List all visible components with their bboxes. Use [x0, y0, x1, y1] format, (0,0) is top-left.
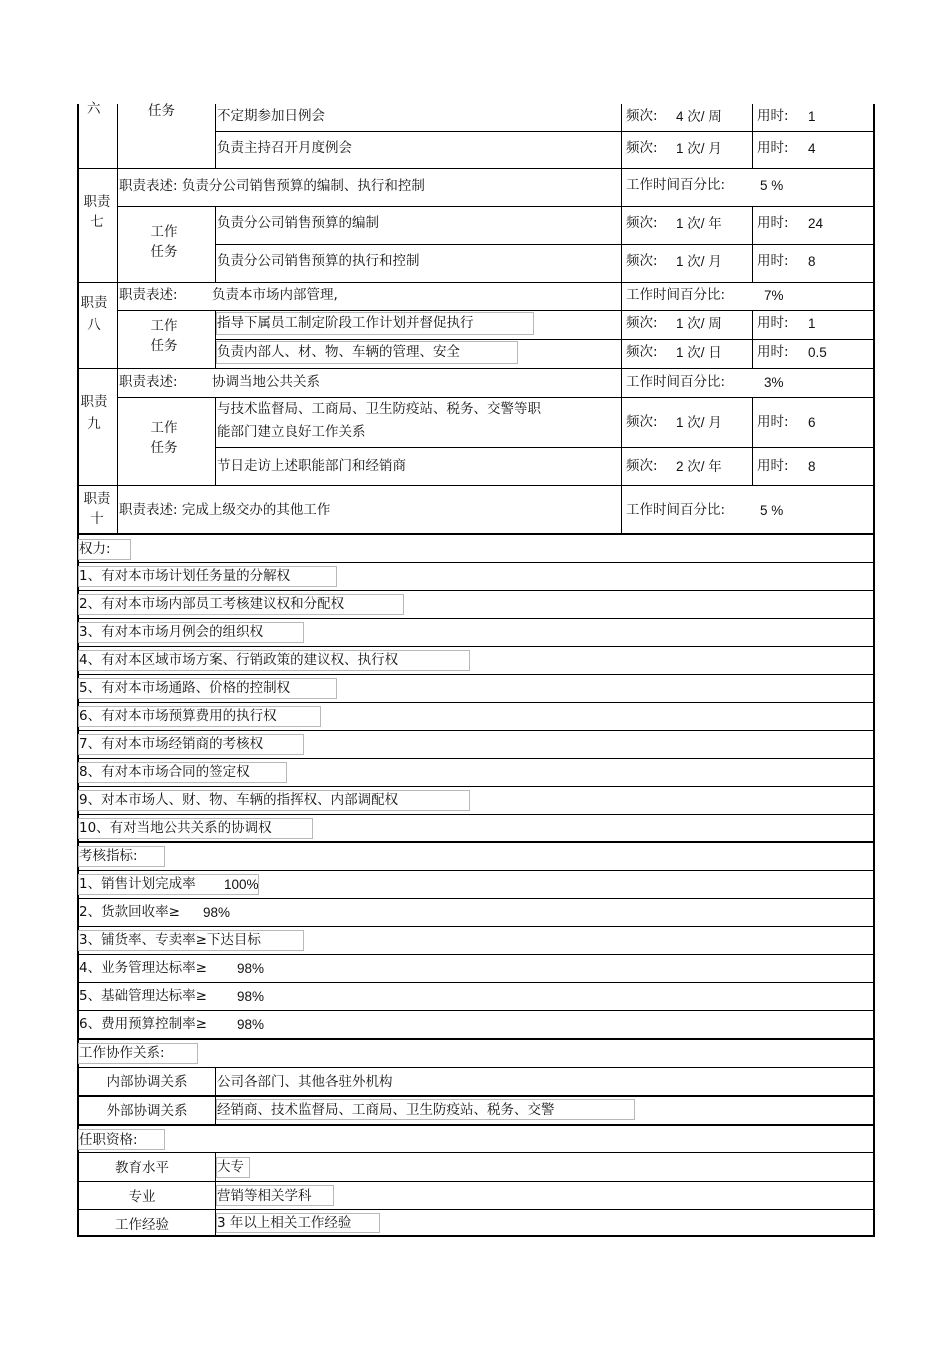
freq-value: 1 次/ 月 — [676, 141, 722, 156]
row-line — [117, 206, 874, 207]
time-value: 8 — [808, 254, 816, 269]
row-line — [77, 1095, 875, 1097]
powers-heading: 权力: — [79, 541, 111, 557]
row-line — [77, 1209, 874, 1210]
task-text: 节日走访上述职能部门和经销商 — [217, 458, 406, 474]
row-line — [117, 310, 874, 311]
time-label: 用时: — [757, 253, 789, 269]
col-line-4d — [752, 397, 753, 485]
row-line — [77, 590, 874, 591]
row-line — [77, 1010, 874, 1011]
kpi-label: 2、货款回收率≥ — [79, 904, 180, 920]
row-line — [77, 562, 874, 563]
pct-value: 7% — [764, 288, 784, 303]
row-line — [77, 485, 874, 486]
kpi-label: 6、费用预算控制率≥ — [79, 1016, 207, 1032]
power-item: 7、有对本市场经销商的考核权 — [79, 736, 264, 752]
duty-six-label: 六 — [87, 101, 101, 117]
time-label: 用时: — [757, 344, 789, 360]
row-line — [77, 1152, 874, 1153]
duty-eight-label: 职责八 — [80, 295, 108, 334]
power-item: 6、有对本市场预算费用的执行权 — [79, 708, 277, 724]
kpi-value: 98% — [203, 905, 231, 920]
education-label: 教育水平 — [115, 1160, 169, 1176]
time-value: 6 — [808, 415, 816, 430]
time-label: 用时: — [757, 140, 789, 156]
row-line — [77, 982, 874, 983]
duty-seven-statement: 职责表述: 负责分公司销售预算的编制、执行和控制 — [119, 178, 425, 194]
external-relations-label: 外部协调关系 — [106, 1103, 188, 1119]
time-value: 24 — [808, 216, 824, 231]
kpi-value: 100% — [224, 877, 259, 892]
power-item: 3、有对本市场月例会的组织权 — [79, 624, 264, 640]
experience-label: 工作经验 — [115, 1217, 169, 1233]
freq-value: 1 次/ 周 — [676, 316, 722, 331]
row-line — [77, 870, 874, 871]
row-line — [77, 758, 874, 759]
freq-label: 频次: — [626, 215, 658, 231]
pct-label: 工作时间百分比: — [626, 374, 726, 390]
row-line — [216, 339, 874, 340]
power-item: 10、有对当地公共关系的协调权 — [79, 820, 272, 836]
row-line — [77, 674, 874, 675]
internal-relations-label: 内部协调关系 — [106, 1074, 188, 1090]
pct-value: 5 % — [760, 503, 784, 518]
row-line — [216, 131, 874, 132]
time-value: 1 — [808, 109, 816, 124]
power-item: 2、有对本市场内部员工考核建议权和分配权 — [79, 596, 345, 612]
kpi-label: 4、业务管理达标率≥ — [79, 960, 207, 976]
task-text: 负责主持召开月度例会 — [217, 140, 352, 156]
pct-label: 工作时间百分比: — [626, 502, 726, 518]
time-label: 用时: — [757, 458, 789, 474]
freq-value: 1 次/ 月 — [676, 254, 722, 269]
power-item: 1、有对本市场计划任务量的分解权 — [79, 568, 291, 584]
time-label: 用时: — [757, 215, 789, 231]
kpi-heading: 考核指标: — [79, 848, 138, 864]
major-label: 专业 — [128, 1189, 156, 1205]
freq-label: 频次: — [626, 315, 658, 331]
kpi-label: 1、销售计划完成率 — [79, 876, 196, 892]
freq-label: 频次: — [626, 253, 658, 269]
time-value: 0.5 — [808, 345, 827, 360]
freq-label: 频次: — [626, 140, 658, 156]
duty-ten-label: 职责十 — [83, 491, 111, 528]
row-line — [216, 244, 874, 245]
col-line-2a — [215, 104, 216, 168]
task-text: 负责内部人、材、物、车辆的管理、安全 — [217, 344, 460, 360]
internal-relations-value: 公司各部门、其他各驻外机构 — [217, 1074, 393, 1090]
row-line — [77, 898, 874, 899]
power-item: 4、有对本区域市场方案、行销政策的建议权、执行权 — [79, 652, 399, 668]
duty-nine-task-label: 工作任务 — [150, 420, 178, 456]
col-line-4a — [752, 104, 753, 168]
qualifications-heading: 任职资格: — [79, 1132, 138, 1148]
task-text: 负责分公司销售预算的执行和控制 — [217, 253, 420, 269]
freq-label: 频次: — [626, 108, 658, 124]
kpi-label: 5、基础管理达标率≥ — [79, 988, 207, 1004]
kpi-value: 98% — [237, 961, 265, 976]
freq-value: 1 次/ 月 — [676, 415, 722, 430]
duty-eight-task-label: 工作任务 — [150, 318, 178, 354]
kpi-label: 3、铺货率、专卖率≥下达目标 — [79, 932, 261, 948]
freq-value: 2 次/ 年 — [676, 459, 722, 474]
freq-value: 1 次/ 日 — [676, 345, 722, 360]
duty-nine-statement-label: 职责表述: — [119, 374, 178, 390]
pct-value: 3% — [764, 375, 784, 390]
lower-border-right — [873, 534, 875, 1236]
section-line — [77, 1124, 875, 1126]
freq-label: 频次: — [626, 414, 658, 430]
time-value: 4 — [808, 141, 816, 156]
task-text-line2: 能部门建立良好工作关系 — [217, 424, 366, 440]
time-label: 用时: — [757, 414, 789, 430]
duty-seven-label: 职责七 — [83, 194, 111, 230]
row-line — [77, 814, 874, 815]
time-label: 用时: — [757, 315, 789, 331]
power-item: 9、对本市场人、财、物、车辆的指挥权、内部调配权 — [79, 792, 399, 808]
freq-value: 4 次/ 周 — [676, 109, 722, 124]
major-value: 营销等相关学科 — [217, 1188, 312, 1204]
relations-heading: 工作协作关系: — [79, 1045, 165, 1061]
col-line-2d — [215, 397, 216, 485]
time-value: 8 — [808, 459, 816, 474]
row-line — [77, 702, 874, 703]
row-line — [77, 282, 874, 283]
row-line — [77, 1067, 874, 1068]
freq-value: 1 次/ 年 — [676, 216, 722, 231]
row-line — [77, 168, 874, 169]
pct-value: 5 % — [760, 178, 784, 193]
kpi-value: 98% — [237, 1017, 265, 1032]
kpi-value: 98% — [237, 989, 265, 1004]
freq-label: 频次: — [626, 458, 658, 474]
row-line — [77, 618, 874, 619]
duty-eight-statement-label: 职责表述: — [119, 287, 178, 303]
row-line — [77, 954, 874, 955]
table-bottom-line — [77, 1235, 875, 1237]
row-line — [77, 926, 874, 927]
task-text: 负责分公司销售预算的编制 — [217, 215, 379, 231]
time-value: 1 — [808, 316, 816, 331]
education-value: 大专 — [217, 1159, 244, 1175]
task-text-line1: 与技术监督局、工商局、卫生防疫站、税务、交警等职 — [217, 401, 541, 417]
task-text: 指导下属员工制定阶段工作计划并督促执行 — [217, 315, 474, 331]
duty-six-task-label: 任务 — [148, 103, 175, 119]
row-line — [77, 730, 874, 731]
row-line — [77, 1181, 874, 1182]
task-text: 不定期参加日例会 — [217, 108, 325, 124]
freq-label: 频次: — [626, 344, 658, 360]
pct-label: 工作时间百分比: — [626, 287, 726, 303]
duty-seven-task-label: 工作任务 — [150, 224, 178, 260]
external-relations-value: 经销商、技术监督局、工商局、卫生防疫站、税务、交警 — [217, 1102, 555, 1118]
row-line — [77, 368, 874, 369]
row-line — [77, 533, 875, 535]
pct-label: 工作时间百分比: — [626, 177, 726, 193]
row-line — [216, 447, 874, 448]
duty-nine-statement: 协调当地公共关系 — [212, 374, 320, 390]
time-label: 用时: — [757, 108, 789, 124]
row-line — [77, 646, 874, 647]
row-line — [77, 786, 874, 787]
row-line — [117, 397, 874, 398]
power-item: 8、有对本市场合同的签定权 — [79, 764, 250, 780]
section-line — [77, 841, 875, 843]
experience-value: 3 年以上相关工作经验 — [217, 1215, 352, 1231]
duty-ten-statement: 职责表述: 完成上级交办的其他工作 — [119, 502, 331, 518]
section-line — [77, 1038, 875, 1040]
power-item: 5、有对本市场通路、价格的控制权 — [79, 680, 291, 696]
duty-nine-label: 职责九 — [80, 394, 108, 432]
duty-eight-statement: 负责本市场内部管理, — [212, 287, 338, 303]
